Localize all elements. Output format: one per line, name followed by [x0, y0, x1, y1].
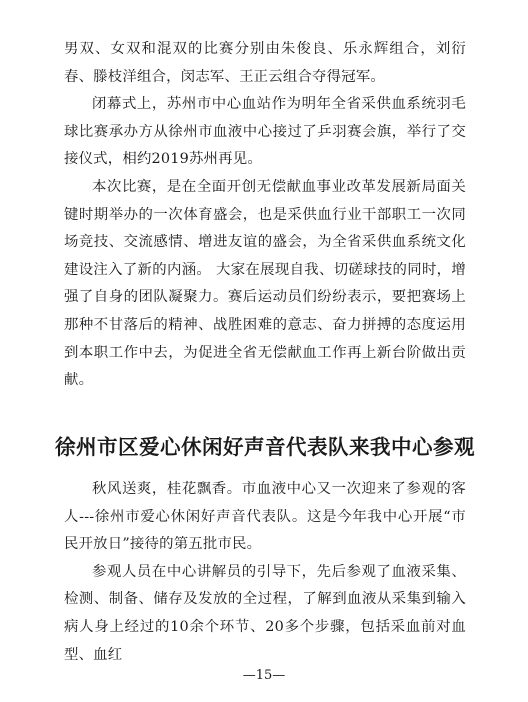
article-body	[64, 476, 466, 669]
paragraph: 本次比赛，是在全面开创无偿献血事业改革发展新局面关键时期举办的一次体育盛会，也是采供血行业干部职工一次同场竞技、交流感情、增进友谊的盛会，为全省采供血系统文化建设注入了新的内涵。 大家在展现自我、切磋球技的同时，增强了自身的团队凝聚力。赛后运动员们纷纷表示，要把赛场上那种不甘落后的精神、战胜困难的意志、奋力拼搏的态度运用到本职工作中去，为促进全省无偿献血工作再上新台阶做出贡献。	[64, 178, 466, 389]
paragraph: 男双、女双和混双的比赛分别由朱俊良、乐永辉组合，刘衍春、滕枝洋组合，闵志军、王正云组合夺得冠军。	[64, 41, 466, 85]
article-title: 徐州市区爱心休闲好声音代表队来我中心参观	[55, 435, 475, 459]
article-continuation	[64, 36, 466, 395]
page-number: —15—	[242, 668, 286, 683]
paragraph: 参观人员在中心讲解员的引导下，先后参观了血液采集、检测、制备、储存及发放的全过程，了解到血液从采集到输入病人身上经过的10余个环节、20多个步骤，包括采血前对血型、血红	[64, 563, 466, 663]
paragraph: 闭幕式上，苏州市中心血站作为明年全省采供血系统羽毛球比赛承办方从徐州市血液中心接过了乒羽赛会旗，举行了交接仪式，相约2019苏州再见。	[64, 96, 466, 168]
paragraph: 秋风送爽，桂花飘香。市血液中心又一次迎来了参观的客人---徐州市爱心休闲好声音代表队。这是今年我中心开展“市民开放日”接待的第五批市民。	[64, 481, 466, 553]
